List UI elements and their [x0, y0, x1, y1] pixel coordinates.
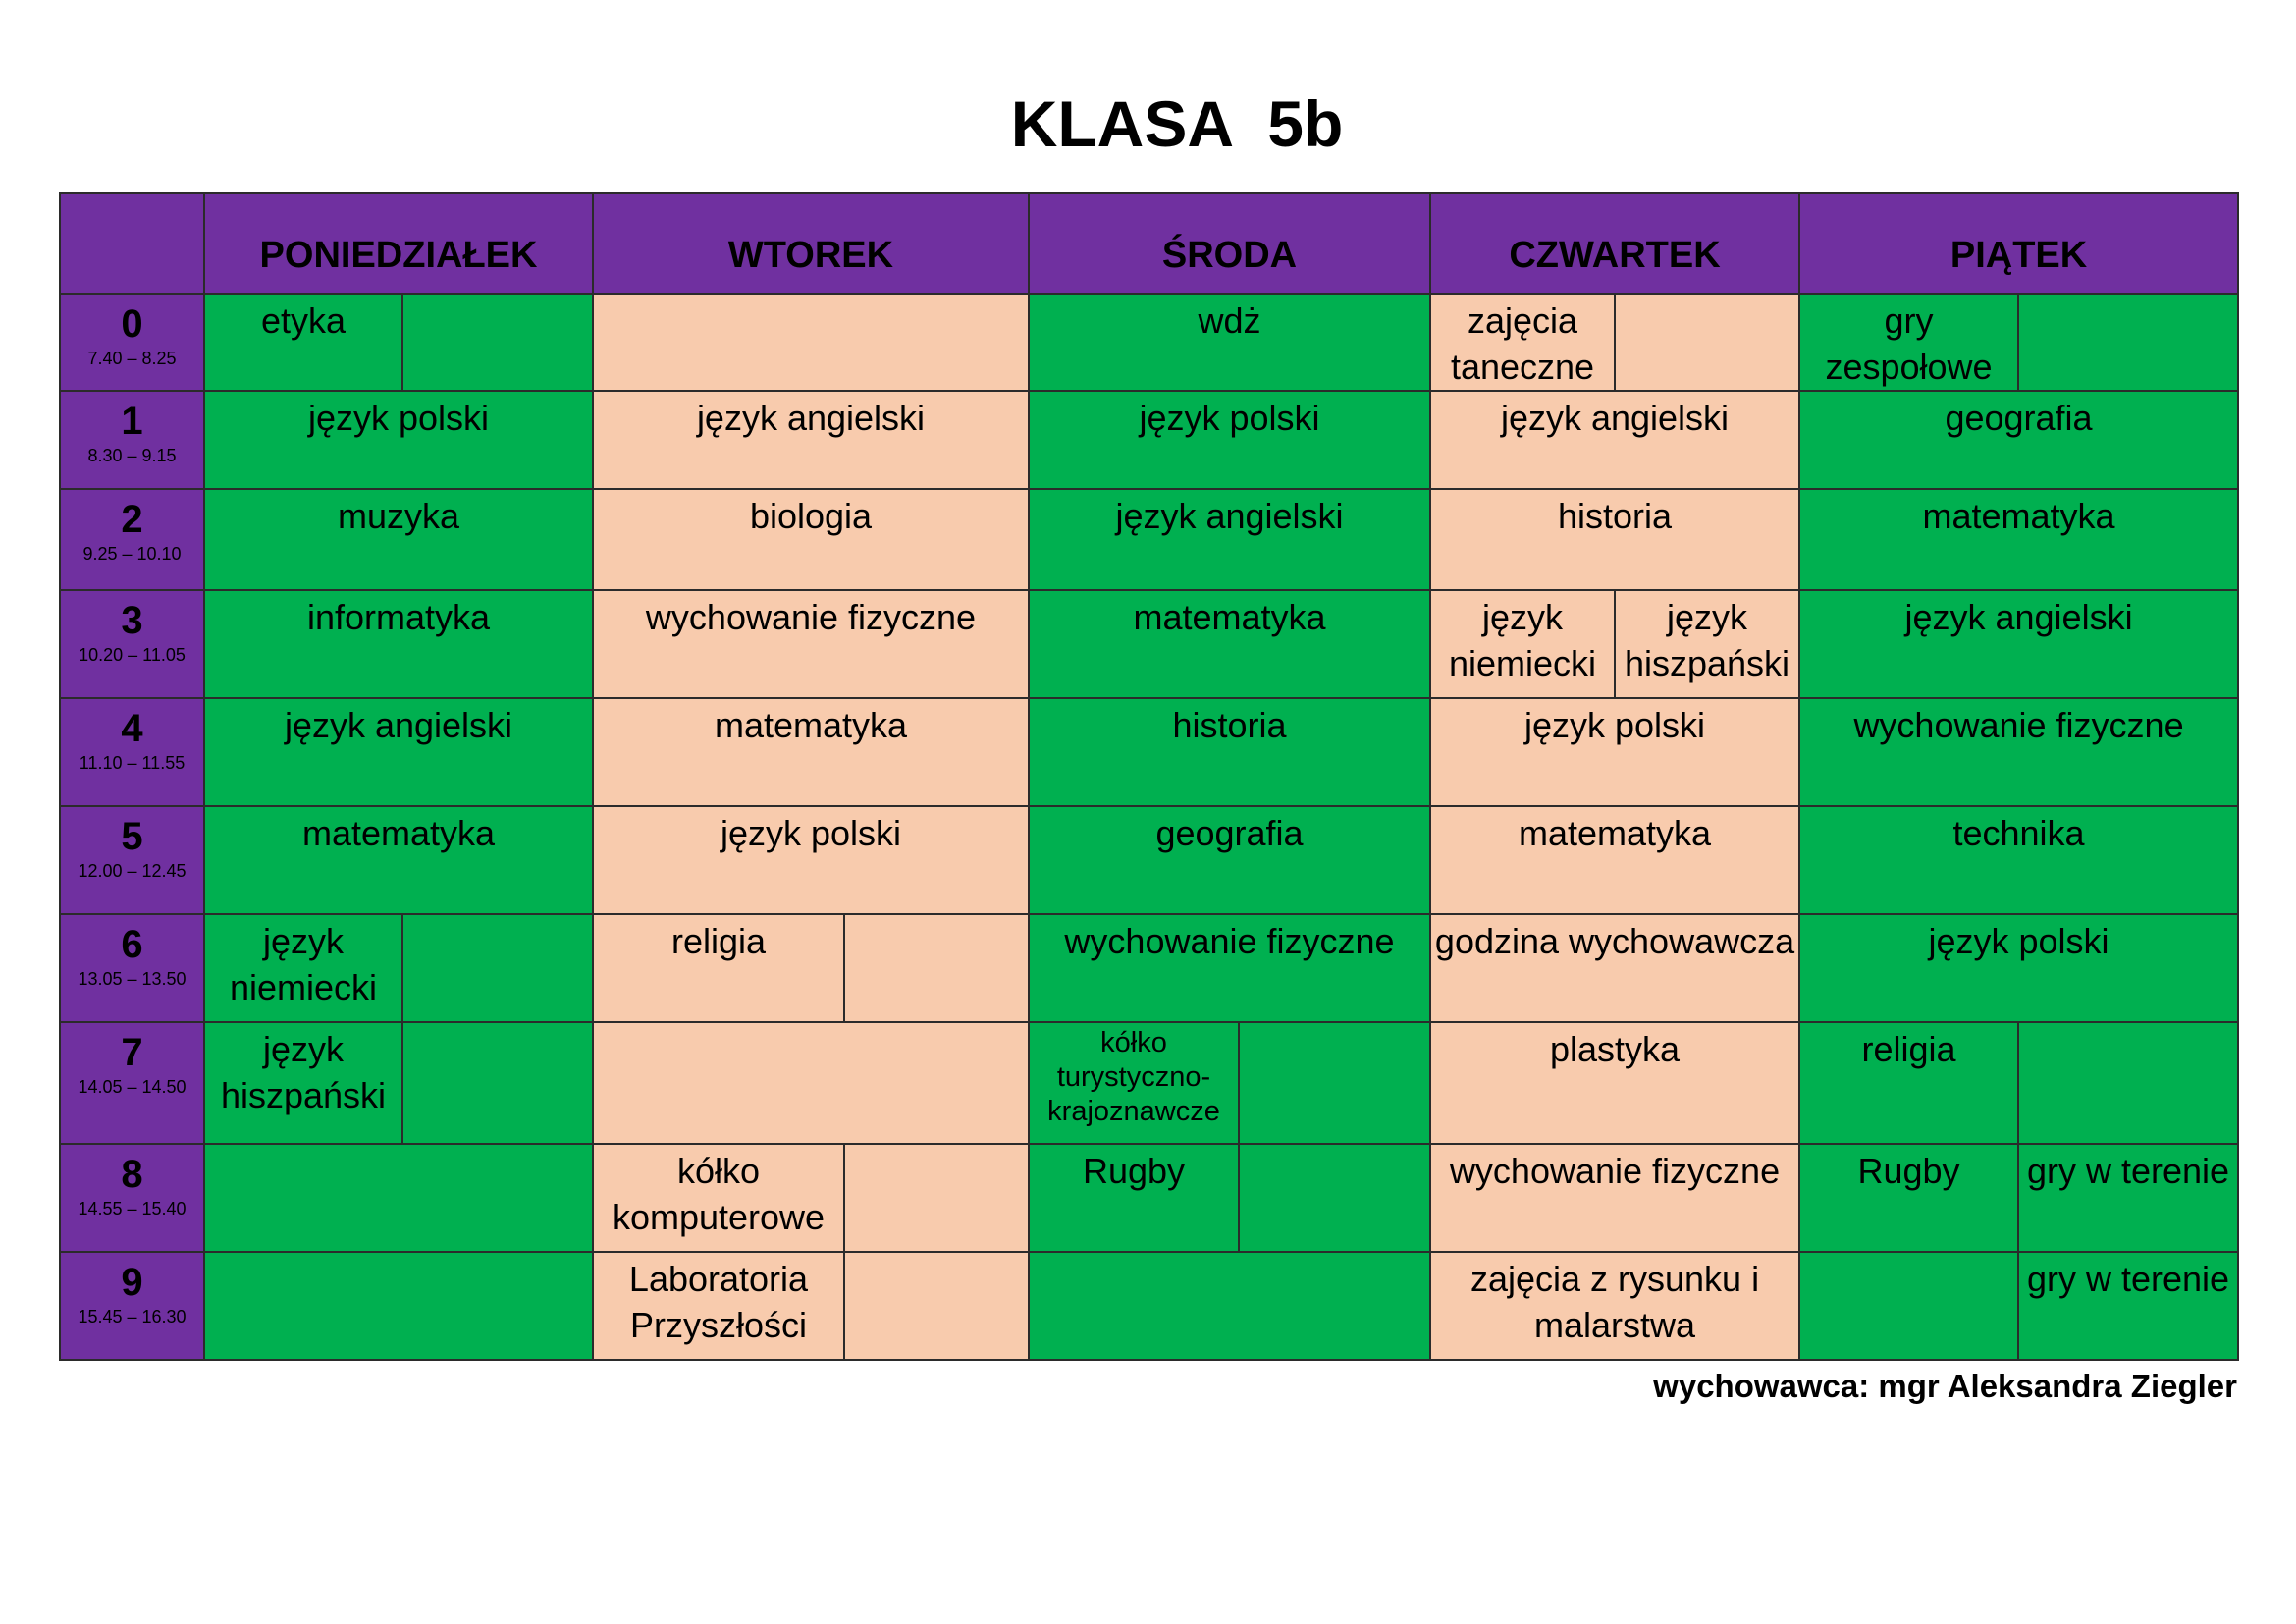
lesson-name: historia — [1557, 496, 1673, 536]
period-cell — [60, 590, 204, 698]
period-row — [60, 590, 2238, 698]
empty-cell — [402, 294, 593, 391]
lesson-name: matematyka — [714, 705, 908, 745]
lesson-name: język angielski — [1115, 496, 1344, 536]
lesson-name: język polski — [1139, 398, 1320, 438]
lesson-name: język angielski — [1904, 597, 2133, 637]
lesson-name: godzina wychowawcza — [1434, 921, 1795, 961]
lesson-cell — [1430, 1144, 1799, 1252]
period-cell — [60, 391, 204, 489]
lesson-name: język angielski — [696, 398, 926, 438]
lesson-cell — [1430, 1252, 1799, 1360]
period-row — [60, 698, 2238, 806]
empty-cell — [2018, 1022, 2238, 1144]
lesson-name: geografia — [1155, 813, 1304, 853]
lesson-cell — [1029, 391, 1430, 489]
period-time: 12.00 – 12.45 — [78, 861, 187, 881]
lesson-cell — [1799, 590, 2238, 698]
period-cell — [60, 914, 204, 1022]
lesson-name: gry w terenie — [2026, 1259, 2230, 1299]
period-number: 4 — [121, 707, 143, 750]
period-cell — [60, 1144, 204, 1252]
lesson-name: zajęcia taneczne — [1450, 300, 1595, 387]
lesson-cell — [1029, 914, 1430, 1022]
lesson-cell — [1799, 914, 2238, 1022]
lesson-name: plastyka — [1549, 1029, 1681, 1069]
header-row — [60, 193, 2238, 294]
day-header-monday: PONIEDZIAŁEK — [204, 193, 593, 294]
lesson-cell — [593, 806, 1029, 914]
empty-cell — [844, 914, 1029, 1022]
lesson-name: Rugby — [1082, 1151, 1186, 1191]
timetable — [59, 192, 2239, 1361]
period-row — [60, 294, 2238, 391]
empty-cell — [2018, 294, 2238, 391]
empty-cell — [204, 1144, 593, 1252]
lesson-name: gry zespołowe — [1825, 300, 1993, 387]
lesson-cell — [204, 806, 593, 914]
period-number: 2 — [121, 498, 143, 541]
period-cell — [60, 294, 204, 391]
lesson-name: zajęcia z rysunku i malarstwa — [1469, 1259, 1760, 1345]
lesson-cell — [1029, 489, 1430, 590]
lesson-name: wychowanie fizyczne — [1449, 1151, 1781, 1191]
period-time: 10.20 – 11.05 — [79, 645, 186, 665]
period-number: 5 — [121, 815, 143, 858]
period-row — [60, 914, 2238, 1022]
lesson-cell — [593, 1252, 844, 1360]
period-number: 3 — [121, 599, 143, 642]
lesson-name: język polski — [1928, 921, 2109, 961]
period-time: 15.45 – 16.30 — [78, 1307, 187, 1326]
lesson-name: wychowanie fizyczne — [1064, 921, 1395, 961]
period-cell — [60, 806, 204, 914]
lesson-cell — [1430, 698, 1799, 806]
lesson-name: język polski — [1523, 705, 1706, 745]
lesson-name: religia — [1861, 1029, 1956, 1069]
lesson-cell — [593, 489, 1029, 590]
lesson-cell — [593, 914, 844, 1022]
lesson-name: historia — [1172, 705, 1287, 745]
period-cell — [60, 1252, 204, 1360]
lesson-name: gry w terenie — [2026, 1151, 2230, 1191]
lesson-cell — [1615, 590, 1799, 698]
empty-cell — [1615, 294, 1799, 391]
period-time: 13.05 – 13.50 — [78, 969, 187, 989]
period-row — [60, 1144, 2238, 1252]
lesson-cell — [1029, 590, 1430, 698]
period-number: 6 — [121, 923, 143, 966]
day-header-friday: PIĄTEK — [1799, 193, 2238, 294]
lesson-cell — [2018, 1252, 2238, 1360]
lesson-cell — [204, 698, 593, 806]
lesson-name: etyka — [260, 300, 347, 341]
lesson-cell — [1430, 806, 1799, 914]
period-number: 1 — [121, 400, 143, 443]
lesson-cell — [1029, 1144, 1239, 1252]
lesson-name: wychowanie fizyczne — [645, 597, 977, 637]
empty-cell — [1029, 1252, 1430, 1360]
lesson-cell — [204, 914, 402, 1022]
day-header-wednesday: ŚRODA — [1029, 193, 1430, 294]
period-cell — [60, 698, 204, 806]
lesson-name: kółko turystyczno-krajoznawcze — [1047, 1027, 1220, 1127]
lesson-name: wdż — [1198, 300, 1261, 341]
lesson-cell — [1430, 294, 1615, 391]
lesson-cell — [593, 1144, 844, 1252]
lesson-name: biologia — [749, 496, 873, 536]
period-row — [60, 1252, 2238, 1360]
lesson-name: język angielski — [1500, 398, 1730, 438]
lesson-name: technika — [1952, 813, 2085, 853]
empty-cell — [593, 294, 1029, 391]
lesson-cell — [1799, 1022, 2018, 1144]
lesson-name: Laboratoria Przyszłości — [628, 1259, 809, 1345]
empty-cell — [204, 1252, 593, 1360]
period-time: 8.30 – 9.15 — [87, 446, 177, 465]
lesson-cell — [1799, 698, 2238, 806]
lesson-cell — [1029, 294, 1430, 391]
lesson-cell — [1799, 489, 2238, 590]
lesson-name: matematyka — [1133, 597, 1326, 637]
period-row — [60, 391, 2238, 489]
lesson-cell — [593, 590, 1029, 698]
corner-cell — [60, 193, 204, 294]
period-number: 9 — [121, 1261, 143, 1304]
period-time: 11.10 – 11.55 — [79, 753, 186, 773]
period-row — [60, 806, 2238, 914]
period-number: 0 — [121, 302, 143, 346]
lesson-name: język hiszpański — [1624, 597, 1790, 683]
lesson-name: Rugby — [1857, 1151, 1960, 1191]
lesson-name: język polski — [720, 813, 902, 853]
lesson-cell — [204, 1022, 402, 1144]
lesson-name: język polski — [307, 398, 490, 438]
lesson-name: informatyka — [306, 597, 491, 637]
empty-cell — [844, 1252, 1029, 1360]
lesson-name: język hiszpański — [220, 1029, 387, 1115]
day-header-thursday: CZWARTEK — [1430, 193, 1799, 294]
lesson-cell — [204, 590, 593, 698]
empty-cell — [402, 1022, 593, 1144]
day-header-tuesday: WTOREK — [593, 193, 1029, 294]
lesson-cell — [1029, 698, 1430, 806]
lesson-name: geografia — [1945, 398, 2093, 438]
lesson-cell — [593, 391, 1029, 489]
lesson-cell — [1799, 391, 2238, 489]
lesson-cell — [204, 294, 402, 391]
period-number: 8 — [121, 1153, 143, 1196]
lesson-name: muzyka — [337, 496, 460, 536]
lesson-cell — [204, 489, 593, 590]
lesson-name: wychowanie fizyczne — [1853, 705, 2184, 745]
lesson-cell — [1799, 806, 2238, 914]
empty-cell — [1239, 1144, 1430, 1252]
empty-cell — [1239, 1022, 1430, 1144]
homeroom-teacher: wychowawca: mgr Aleksandra Ziegler — [1653, 1368, 2237, 1404]
period-time: 14.05 – 14.50 — [78, 1077, 187, 1097]
lesson-name: język niemiecki — [1448, 597, 1597, 683]
empty-cell — [844, 1144, 1029, 1252]
lesson-cell — [1430, 1022, 1799, 1144]
period-time: 14.55 – 15.40 — [78, 1199, 187, 1218]
lesson-cell — [1430, 914, 1799, 1022]
lesson-name: język niemiecki — [229, 921, 378, 1007]
empty-cell — [402, 914, 593, 1022]
period-time: 9.25 – 10.10 — [82, 544, 182, 564]
lesson-cell — [1029, 806, 1430, 914]
period-number: 7 — [121, 1031, 143, 1074]
lesson-name: matematyka — [301, 813, 496, 853]
period-row — [60, 489, 2238, 590]
lesson-name: język angielski — [284, 705, 513, 745]
period-cell — [60, 489, 204, 590]
lesson-cell — [1799, 294, 2018, 391]
empty-cell — [593, 1022, 1029, 1144]
lesson-cell — [1430, 489, 1799, 590]
lesson-cell — [593, 698, 1029, 806]
period-time: 7.40 – 8.25 — [87, 349, 177, 368]
lesson-cell — [1029, 1022, 1239, 1144]
lesson-cell — [1799, 1144, 2018, 1252]
lesson-cell — [204, 391, 593, 489]
lesson-cell — [1430, 391, 1799, 489]
lesson-name: kółko komputerowe — [612, 1151, 826, 1237]
lesson-name: matematyka — [1518, 813, 1712, 853]
empty-cell — [1799, 1252, 2018, 1360]
lesson-cell — [2018, 1144, 2238, 1252]
period-row — [60, 1022, 2238, 1144]
lesson-cell — [1430, 590, 1615, 698]
page-title: KLASA 5b — [1010, 87, 1344, 160]
lesson-name: matematyka — [1922, 496, 2115, 536]
period-cell — [60, 1022, 204, 1144]
lesson-name: religia — [670, 921, 767, 961]
